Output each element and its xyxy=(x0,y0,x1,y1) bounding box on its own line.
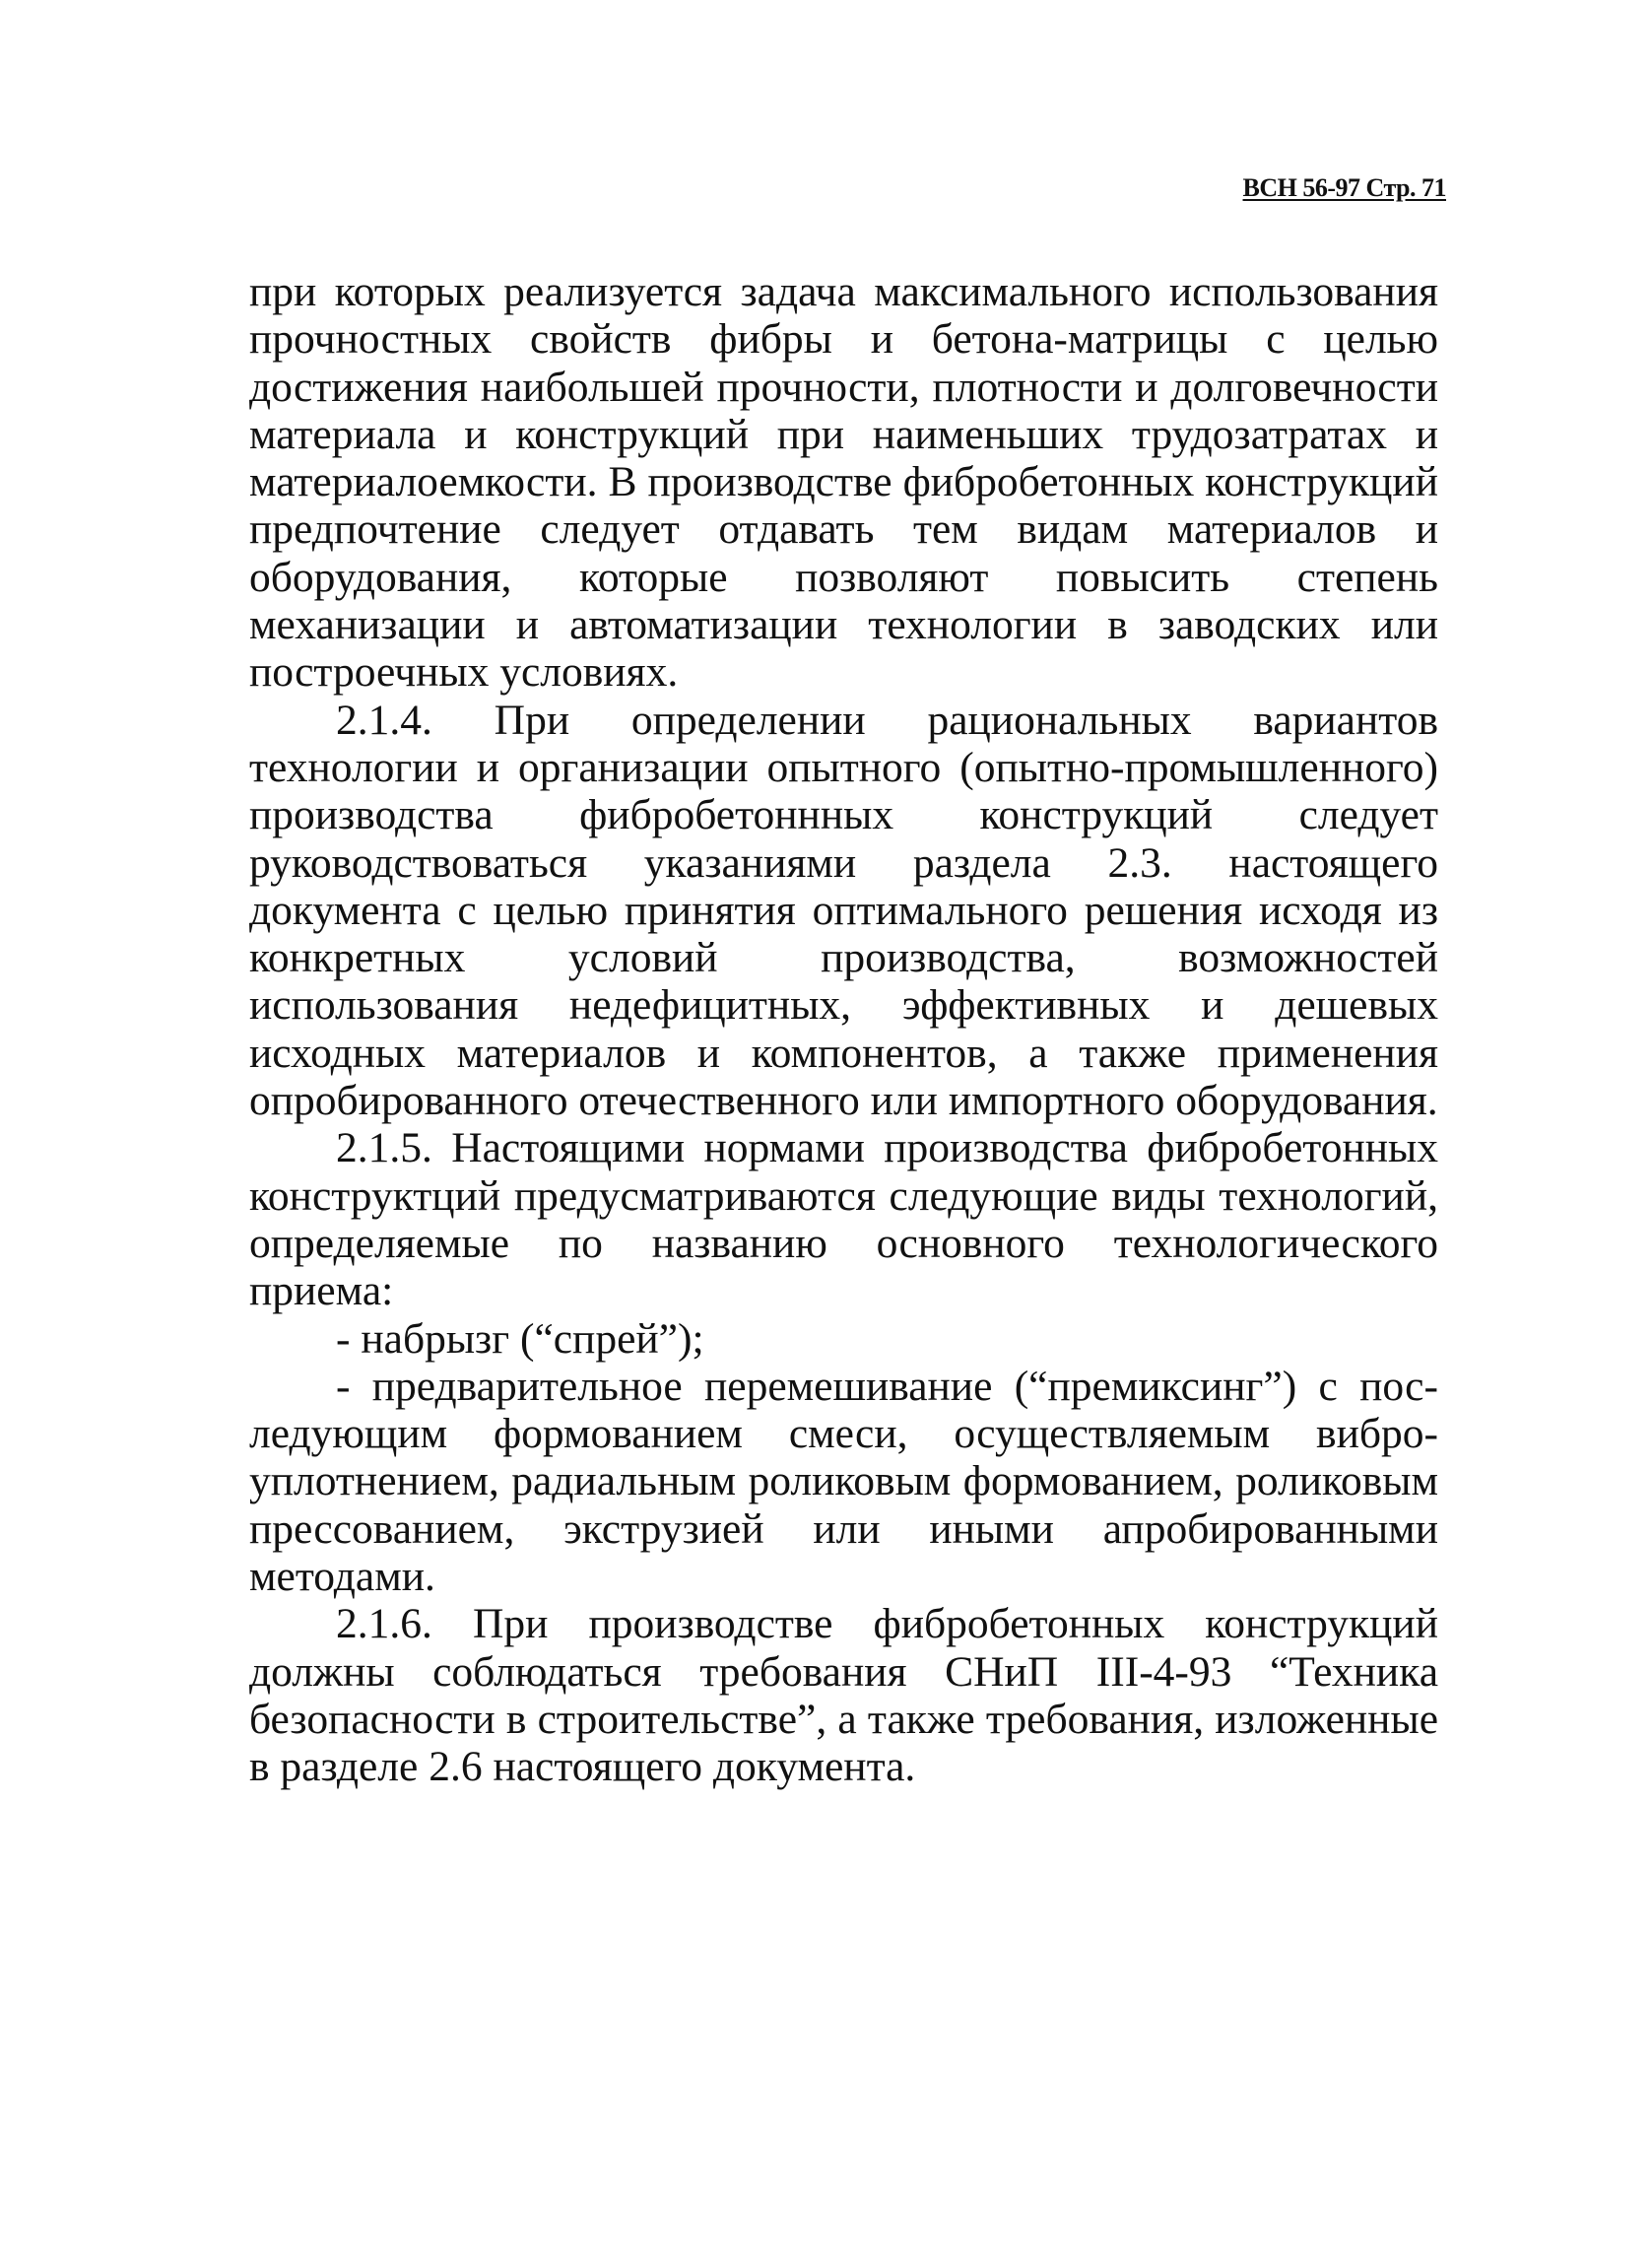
document-body xyxy=(249,268,1438,1791)
list-item-spray: - набрызг (“спрей”); xyxy=(336,1314,704,1363)
paragraph-2-1-5: 2.1.5. Настоящими нормами производства фибробетонных конструктций предусматриваются следующие виды технологий, определяемые по названию основного технологического приема: xyxy=(249,1124,1438,1315)
page-reference-header: ВСН 56-97 Стр. 71 xyxy=(1242,173,1446,202)
paragraph-continuation: при которых реализуется задача максимального использования прочностных свойств фибры и бетона-матрицы с целью достижения наибольшей прочности, плотности и долговечности материала и конструкций при наименьших трудозатратах и материалоемкости. В производстве фибробетонных конструкций предпочтение следует отдавать тем видам материалов и оборудования, которые позволяют повысить степень механизации и автоматизации технологии в заводских или построечных условиях. xyxy=(249,268,1438,697)
paragraph-2-1-4: 2.1.4. При определении рациональных вариантов технологии и организации опытного (опытно-промышленного) производства фибробетоннных конструкций следует руководствоваться указаниями раздела 2.3. настоящего документа с целью принятия оптимального решения исходя из конкретных условий производства, возможностей использования недефицитных, эффективных и дешевых исходных материалов и компонентов, а также применения опробированного отечественного или импортного оборудования. xyxy=(249,696,1438,1125)
paragraph-2-1-6: 2.1.6. При производстве фибробетонных конструкций должны соблюдаться требования СНиП III-4-93 “Техника безопасности в строительстве”, а также требования, изложенные в разделе 2.6 настоящего документа. xyxy=(249,1600,1438,1791)
list-item-premixing: - предварительное перемешивание (“премиксинг”) с последующим формованием смеси, осуществляемым виброуплотнением, радиальным роликовым формованием, роликовым прессованием, экструзией или иными апробированными методами. xyxy=(249,1362,1438,1601)
